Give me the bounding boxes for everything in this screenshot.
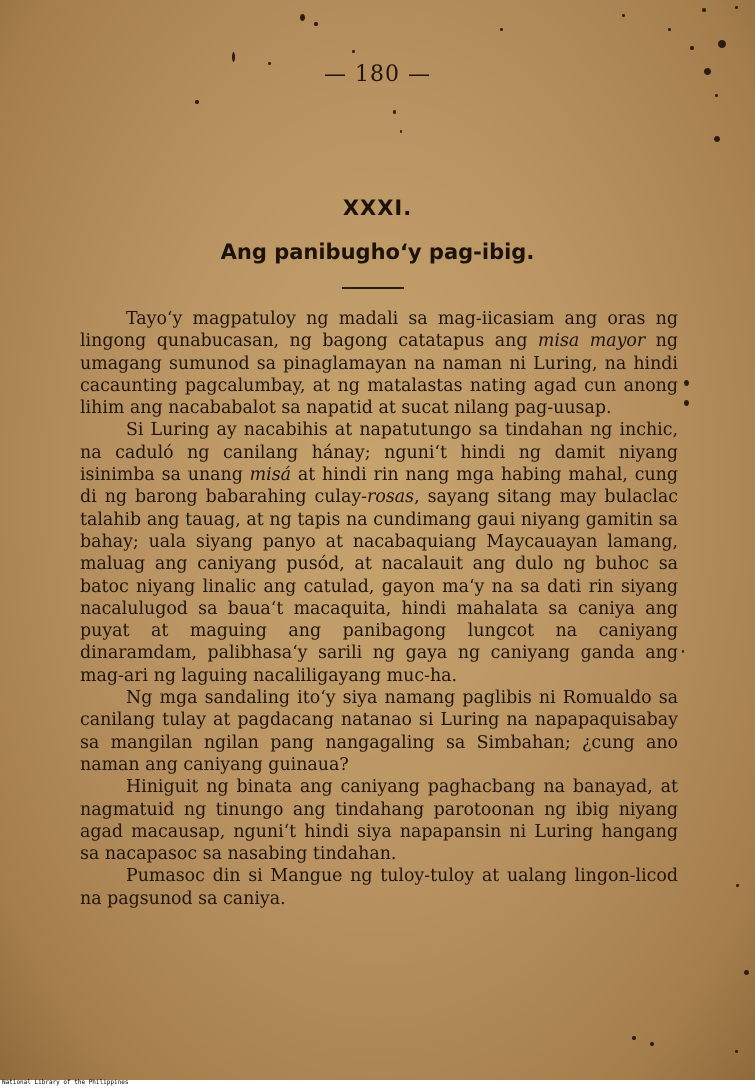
ink-spot	[735, 6, 738, 9]
ink-spot	[622, 14, 625, 17]
ink-spot	[352, 50, 355, 53]
ink-spot	[715, 94, 718, 97]
paragraph: Hiniguit ng binata ang caniyang paghacbang na banayad, at nagmatuid ng tinungo ang tindahang parotoonan ng ibig niyang agad macausap, nguni‘t hindi siya napapansin ni Luring hangang sa nacapasoc sa nasabing tindahan.	[80, 777, 678, 865]
ink-spot	[736, 884, 739, 887]
ink-spot	[393, 110, 396, 114]
ink-spot	[684, 400, 689, 406]
ink-spot	[314, 22, 318, 26]
ink-spot	[400, 130, 402, 133]
italic-phrase: misá	[249, 465, 292, 486]
ink-spot	[744, 970, 749, 975]
paragraph: Si Luring ay nacabihis at napatutungo sa tindahan ng inchic, na caduló ng canilang hánay; nguni‘t hindi ng damit niyang isinimba sa unang misá at hindi rin nang mga habing mahal, cung di ng barong babarahing culay-rosas, sayang sitang may bulaclac talahib ang tauag, at ng tapis na cundimang gaui niyang gamitin sa bahay; uala siyang panyo at nacabaquiang Maycauayan lamang, maluag ang caniyang pusód, at nacalauit ang dulo ng buhoc sa batoc niyang linalic ang catulad, gayon ma‘y na sa dati rin siyang nacalulugod sa baua‘t macaquita, hindi mahalata sa caniya ang puyat at maguing ang panibagong lungcot na caniyang dinaramdam, palibhasa‘y sarili ng gaya ng caniyang ganda ang mag-ari ng laguing nacaliligayang muc-ha.	[80, 420, 678, 686]
italic-phrase: rosas	[367, 487, 415, 508]
ink-spot	[300, 14, 305, 21]
ink-spot	[690, 46, 694, 50]
title-divider	[342, 287, 404, 289]
paragraph: Tayo‘y magpatuloy ng madali sa mag-iicasiam ang oras ng lingong qunabucasan, ng bagong catatapus ang misa mayor ng umagang sumunod sa pinaglamayan na naman ni Luring, na hindi cacaunting pagcalumbay, at ng matalastas nating agad cun anong lihim ang nacababalot sa napatid at sucat nilang pag-uusap.	[80, 309, 678, 419]
paragraph: Ng mga sandaling ito‘y siya namang paglibis ni Romualdo sa canilang tulay at pagdacang natanao si Luring na napapaquisabay sa mangilan ngilan pang nangagaling sa Simbahan; ¿cung ano naman ang caniyang guinaua?	[80, 688, 678, 775]
ink-spot	[735, 1050, 738, 1053]
ink-spot	[714, 136, 720, 142]
ink-spot	[650, 1042, 654, 1046]
ink-spot	[232, 52, 235, 62]
ink-spot	[702, 8, 706, 12]
ink-spot	[684, 380, 689, 386]
paragraph: Pumasoc din si Mangue ng tuloy-tuloy at ualang lingon-licod na pagsunod sa caniya.	[80, 866, 678, 909]
ink-spot	[632, 1036, 636, 1040]
ink-spot	[718, 40, 726, 48]
ink-spot	[195, 100, 199, 104]
chapter-number: XXXI.	[342, 196, 413, 220]
ink-spot	[682, 650, 684, 653]
page-number: — 180 —	[324, 62, 431, 87]
footer-strip	[0, 1080, 755, 1088]
italic-phrase: misa mayor	[537, 331, 646, 352]
ink-spot	[668, 28, 671, 31]
ink-spot	[500, 28, 503, 31]
chapter-body	[80, 308, 678, 910]
chapter-title: Ang panibugho‘y pag-ibig.	[220, 240, 535, 264]
library-credit: National Library of the Philippines	[2, 1079, 129, 1086]
